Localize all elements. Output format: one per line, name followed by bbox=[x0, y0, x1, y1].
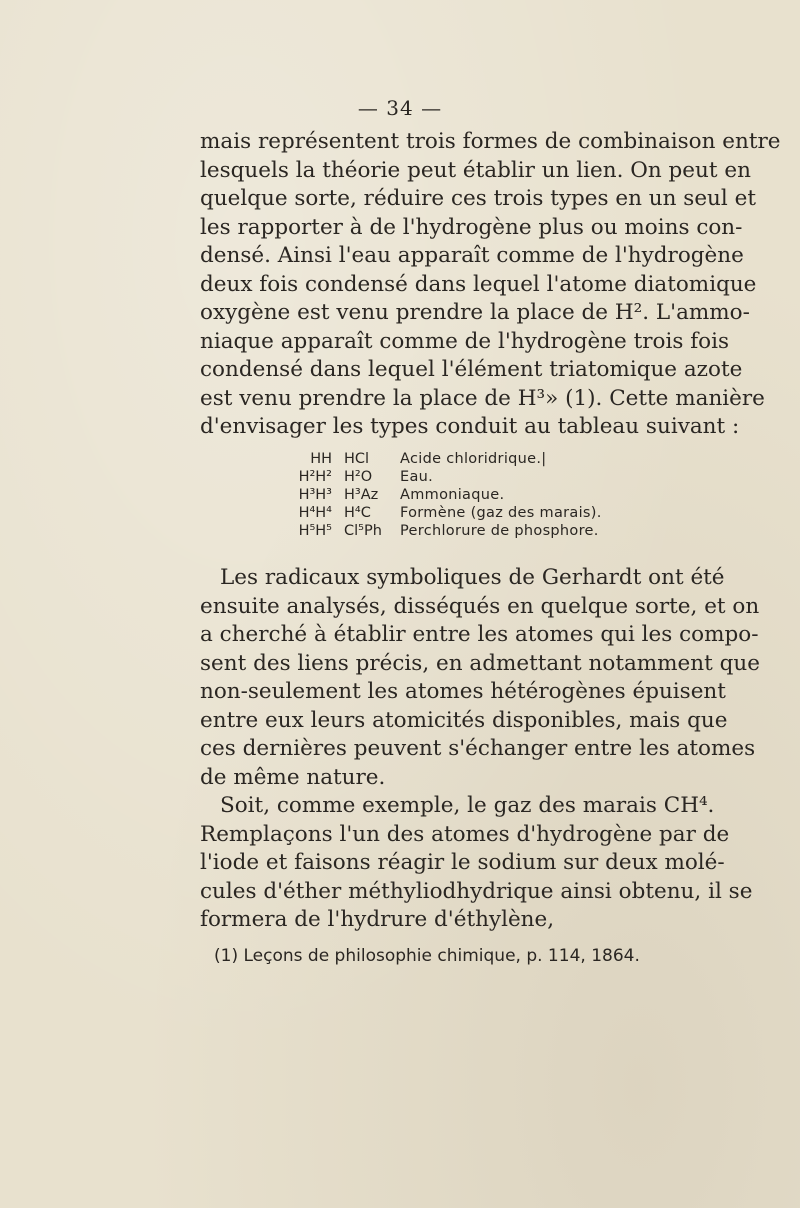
table-row bbox=[268, 522, 608, 540]
type-formula: HH bbox=[310, 451, 332, 467]
text-line: formera de l'hydrure d'éthylène, bbox=[200, 907, 555, 932]
text-line: ensuite analysés, disséqués en quelque sorte, et on bbox=[200, 593, 760, 619]
text-line: de même nature. bbox=[200, 764, 386, 790]
type-formula: H²H² bbox=[298, 469, 332, 485]
text-line: Remplaçons l'un des atomes d'hydrogène par de bbox=[200, 821, 730, 847]
compound-name: Perchlorure de phosphore. bbox=[400, 523, 599, 539]
text-line: non-seulement les atomes hétérogènes épuisent bbox=[200, 679, 726, 704]
compound-name: Formène (gaz des marais). bbox=[400, 505, 602, 521]
text-line: mais représentent trois formes de combinaison entre bbox=[200, 129, 781, 154]
text-line: oxygène est venu prendre la place de H². L'ammo- bbox=[200, 300, 750, 325]
text-line: entre eux leurs atomicités disponibles, mais que bbox=[200, 707, 728, 733]
types-table bbox=[268, 450, 608, 540]
table-row bbox=[268, 468, 608, 486]
compound-formula: HCl bbox=[344, 451, 370, 467]
text-line: les rapporter à de l'hydrogène plus ou moins con- bbox=[200, 214, 743, 240]
text-line: est venu prendre la place de H³» (1). Cette manière bbox=[200, 385, 765, 411]
text-line: Les radicaux symboliques de Gerhardt ont été bbox=[220, 565, 725, 590]
text-line: Soit, comme exemple, le gaz des marais CH⁴. bbox=[220, 793, 715, 818]
compound-formula: H⁴C bbox=[344, 505, 371, 521]
table-row bbox=[268, 450, 608, 468]
text-line: l'iode et faisons réagir le sodium sur deux molé- bbox=[200, 850, 725, 875]
table-row bbox=[268, 504, 608, 522]
compound-name: Eau. bbox=[400, 469, 434, 485]
compound-name: Ammoniaque. bbox=[400, 487, 505, 503]
compound-formula: Cl⁵Ph bbox=[344, 523, 382, 539]
text-line: quelque sorte, réduire ces trois types en un seul et bbox=[200, 186, 756, 211]
footnote: (1) Leçons de philosophie chimique, p. 114, 1864. bbox=[214, 946, 640, 966]
text-line: lesquels la théorie peut établir un lien. On peut en bbox=[200, 157, 751, 183]
text-line: niaque apparaît comme de l'hydrogène trois fois bbox=[200, 328, 730, 354]
type-formula: H⁵H⁵ bbox=[298, 523, 332, 539]
compound-formula: H³Az bbox=[344, 487, 379, 503]
compound-name: Acide chloridrique.| bbox=[400, 451, 547, 467]
text-line: densé. Ainsi l'eau apparaît comme de l'hydrogène bbox=[200, 243, 744, 268]
text-line: ces dernières peuvent s'échanger entre les atomes bbox=[200, 736, 756, 761]
paragraphs-body bbox=[200, 564, 760, 935]
text-line: d'envisager les types conduit au tableau suivant : bbox=[200, 414, 740, 439]
page-number: — 34 — bbox=[357, 96, 443, 120]
text-line: sent des liens précis, en admettant notamment que bbox=[200, 650, 760, 676]
text-line: a cherché à établir entre les atomes qui les compo- bbox=[200, 622, 759, 647]
text-line: cules d'éther méthyliodhydrique ainsi obtenu, il se bbox=[200, 878, 753, 904]
text-line: deux fois condensé dans lequel l'atome diatomique bbox=[200, 271, 757, 297]
text-line: condensé dans lequel l'élément triatomique azote bbox=[200, 357, 743, 382]
paragraph-continued bbox=[200, 128, 781, 442]
type-formula: H⁴H⁴ bbox=[298, 505, 332, 521]
compound-formula: H²O bbox=[344, 469, 373, 485]
table-row bbox=[268, 486, 608, 504]
type-formula: H³H³ bbox=[298, 487, 332, 503]
